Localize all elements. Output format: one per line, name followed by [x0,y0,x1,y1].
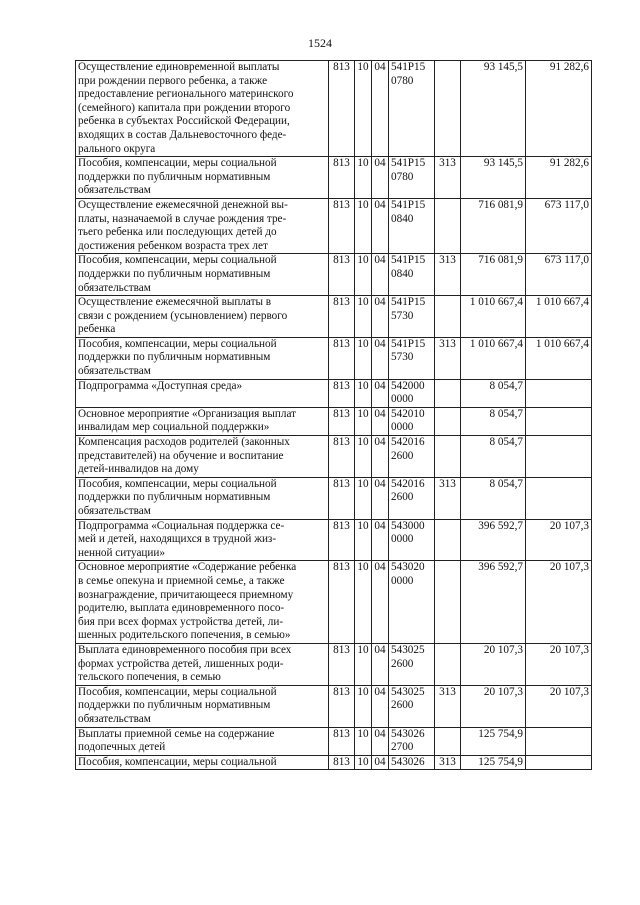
amount-year1-cell: 125 754,9 [461,755,526,770]
row-name-line: формах устройства детей, лишенных роди- [78,657,284,670]
row-name-line: детей-инвалидов на дому [78,463,199,476]
amount-year1-cell: 8 054,7 [461,407,526,435]
target-article-line: 543025 [391,685,425,698]
subsection-code-cell: 04 [372,727,389,755]
row-name-line: Подпрограмма «Доступная среда» [78,379,243,392]
row-name-line: родителю, выплата единовременного посо- [78,602,285,615]
row-name-line: обязательствам [78,365,151,378]
grbs-code-cell: 813 [329,157,355,199]
grbs-code-cell: 813 [329,561,355,644]
table-row [76,337,592,379]
amount-year2-cell: 91 282,6 [526,61,592,157]
target-article-cell [389,407,435,435]
grbs-code-cell: 813 [329,254,355,296]
row-name-line: Пособия, компенсации, меры социальной [78,337,277,350]
target-article-cell [389,337,435,379]
row-name-line: поддержки по публичным нормативным [78,699,271,712]
amount-year2-cell: 91 282,6 [526,157,592,199]
target-article-cell [389,477,435,519]
row-name-line: бия при всех формах устройства детей, ли- [78,615,284,628]
target-article-line: 2600 [391,657,414,670]
table-row [76,407,592,435]
section-code-cell: 10 [355,379,372,407]
table-body [76,61,592,770]
target-article-line: 0840 [391,212,414,225]
section-code-cell: 10 [355,727,372,755]
row-name-line: Выплаты приемной семье на содержание [78,727,275,740]
subsection-code-cell: 04 [372,561,389,644]
row-name-line: Выплата единовременного пособия при всех [78,643,292,656]
grbs-code-cell: 813 [329,407,355,435]
row-name-line: предоставление регионального материнского [78,88,294,101]
target-article-line: 541P15 [391,254,426,267]
amount-year2-cell [526,379,592,407]
subsection-code-cell: 04 [372,157,389,199]
row-name-line: тьего ребенка или последующих детей до [78,226,277,239]
row-name-cell [76,727,329,755]
expense-type-cell [435,198,461,253]
amount-year1-cell: 20 107,3 [461,685,526,727]
target-article-line: 543025 [391,643,425,656]
target-article-cell [389,198,435,253]
table-row [76,477,592,519]
target-article-line: 2600 [391,491,414,504]
row-name-line: платы, назначаемой в случае рождения тре- [78,212,287,225]
target-article-line: 543000 [391,519,425,532]
target-article-line: 2700 [391,741,414,754]
grbs-code-cell: 813 [329,379,355,407]
row-name-line: Основное мероприятие «Организация выплат [78,407,297,420]
amount-year2-cell: 1 010 667,4 [526,337,592,379]
section-code-cell: 10 [355,519,372,561]
row-name-line: Пособия, компенсации, меры социальной [78,685,277,698]
target-article-line: 543020 [391,561,425,574]
row-name-cell [76,643,329,685]
section-code-cell: 10 [355,643,372,685]
table-row [76,643,592,685]
expense-type-cell [435,61,461,157]
subsection-code-cell: 04 [372,407,389,435]
row-name-line: входящих в состав Дальневосточного феде- [78,128,287,141]
table-row [76,198,592,253]
amount-year2-cell: 673 117,0 [526,254,592,296]
row-name-line: Компенсация расходов родителей (законных [78,436,290,449]
target-article-line: 0780 [391,74,414,87]
row-name-line: поддержки по публичным нормативным [78,491,271,504]
target-article-line: 0000 [391,393,414,406]
target-article-line: 0000 [391,574,414,587]
grbs-code-cell: 813 [329,61,355,157]
grbs-code-cell: 813 [329,643,355,685]
table-row [76,561,592,644]
target-article-cell [389,296,435,338]
target-article-line: 543026 [391,755,425,768]
table-row [76,157,592,199]
target-article-cell [389,561,435,644]
grbs-code-cell: 813 [329,477,355,519]
subsection-code-cell: 04 [372,254,389,296]
expense-type-cell: 313 [435,157,461,199]
expense-type-cell [435,379,461,407]
row-name-line: связи с рождением (усыновлением) первого [78,309,288,322]
target-article-cell [389,727,435,755]
subsection-code-cell: 04 [372,643,389,685]
target-article-line: 542010 [391,407,425,420]
target-article-cell [389,436,435,478]
expense-type-cell: 313 [435,254,461,296]
amount-year1-cell: 8 054,7 [461,477,526,519]
subsection-code-cell: 04 [372,379,389,407]
table-row [76,685,592,727]
row-name-cell [76,198,329,253]
subsection-code-cell: 04 [372,755,389,770]
target-article-line: 542016 [391,477,425,490]
target-article-line: 0780 [391,170,414,183]
row-name-line: Основное мероприятие «Содержание ребенка [78,561,297,574]
row-name-line: поддержки по публичным нормативным [78,351,271,364]
row-name-line: достижения ребенком возраста трех лет [78,239,268,252]
expense-type-cell [435,296,461,338]
amount-year1-cell: 1 010 667,4 [461,337,526,379]
amount-year2-cell [526,755,592,770]
expense-type-cell [435,436,461,478]
row-name-line: рального округа [78,142,156,155]
row-name-line: ненной ситуации» [78,546,165,559]
target-article-line: 542016 [391,436,425,449]
section-code-cell: 10 [355,561,372,644]
row-name-line: представителей) на обучение и воспитание [78,449,284,462]
section-code-cell: 10 [355,254,372,296]
row-name-cell [76,337,329,379]
target-article-line: 0000 [391,533,414,546]
row-name-line: ребенка [78,323,116,336]
row-name-line: инвалидам мер социальной поддержки» [78,421,270,434]
amount-year1-cell: 8 054,7 [461,436,526,478]
row-name-cell [76,407,329,435]
amount-year1-cell: 716 081,9 [461,198,526,253]
row-name-line: Подпрограмма «Социальная поддержка се- [78,519,285,532]
row-name-cell [76,436,329,478]
row-name-line: обязательствам [78,281,151,294]
target-article-cell [389,61,435,157]
amount-year2-cell [526,436,592,478]
section-code-cell: 10 [355,436,372,478]
section-code-cell: 10 [355,198,372,253]
subsection-code-cell: 04 [372,477,389,519]
subsection-code-cell: 04 [372,61,389,157]
budget-table [75,60,592,770]
row-name-line: обязательствам [78,184,151,197]
row-name-cell [76,477,329,519]
expense-type-cell [435,643,461,685]
target-article-cell [389,379,435,407]
section-code-cell: 10 [355,407,372,435]
row-name-cell [76,685,329,727]
expense-type-cell [435,519,461,561]
grbs-code-cell: 813 [329,198,355,253]
target-article-cell [389,643,435,685]
target-article-cell [389,755,435,770]
amount-year1-cell: 8 054,7 [461,379,526,407]
section-code-cell: 10 [355,755,372,770]
row-name-line: Пособия, компенсации, меры социальной [78,477,277,490]
row-name-cell [76,157,329,199]
target-article-line: 542000 [391,379,425,392]
grbs-code-cell: 813 [329,755,355,770]
row-name-line: (семейного) капитала при рождении второго [78,101,291,114]
row-name-line: Пособия, компенсации, меры социальной [78,157,277,170]
target-article-cell [389,254,435,296]
row-name-line: поддержки по публичным нормативным [78,170,271,183]
row-name-line: тельского попечения, в семью [78,671,221,684]
target-article-cell [389,685,435,727]
target-article-line: 2600 [391,699,414,712]
grbs-code-cell: 813 [329,337,355,379]
target-article-line: 0840 [391,267,414,280]
row-name-line: Пособия, компенсации, меры социальной [78,755,277,768]
row-name-line: обязательствам [78,712,151,725]
row-name-cell [76,379,329,407]
target-article-line: 2600 [391,449,414,462]
row-name-line: шенных родительского попечения, в семью» [78,629,291,642]
amount-year2-cell: 20 107,3 [526,685,592,727]
subsection-code-cell: 04 [372,296,389,338]
subsection-code-cell: 04 [372,685,389,727]
grbs-code-cell: 813 [329,296,355,338]
amount-year1-cell: 20 107,3 [461,643,526,685]
target-article-line: 5730 [391,309,414,322]
table-row [76,61,592,157]
target-article-cell [389,519,435,561]
table-row [76,755,592,770]
grbs-code-cell: 813 [329,436,355,478]
expense-type-cell: 313 [435,755,461,770]
target-article-line: 541P15 [391,198,426,211]
amount-year2-cell: 673 117,0 [526,198,592,253]
amount-year1-cell: 1 010 667,4 [461,296,526,338]
section-code-cell: 10 [355,61,372,157]
target-article-line: 541P15 [391,157,426,170]
row-name-cell [76,755,329,770]
amount-year2-cell: 20 107,3 [526,561,592,644]
grbs-code-cell: 813 [329,519,355,561]
amount-year1-cell: 396 592,7 [461,561,526,644]
subsection-code-cell: 04 [372,198,389,253]
amount-year2-cell: 20 107,3 [526,643,592,685]
target-article-line: 0000 [391,421,414,434]
grbs-code-cell: 813 [329,727,355,755]
row-name-cell [76,296,329,338]
section-code-cell: 10 [355,477,372,519]
amount-year1-cell: 93 145,5 [461,61,526,157]
row-name-line: Осуществление ежемесячной денежной вы- [78,198,288,211]
amount-year2-cell: 20 107,3 [526,519,592,561]
row-name-line: вознаграждение, причитающееся приемному [78,588,294,601]
section-code-cell: 10 [355,685,372,727]
table-row [76,727,592,755]
page-number: 1524 [308,36,332,50]
amount-year2-cell [526,477,592,519]
row-name-line: при рождении первого ребенка, а также [78,74,268,87]
section-code-cell: 10 [355,337,372,379]
amount-year2-cell: 1 010 667,4 [526,296,592,338]
expense-type-cell: 313 [435,685,461,727]
amount-year2-cell [526,727,592,755]
target-article-line: 541P15 [391,296,426,309]
target-article-line: 541P15 [391,337,426,350]
expense-type-cell [435,561,461,644]
grbs-code-cell: 813 [329,685,355,727]
row-name-line: мей и детей, находящихся в трудной жиз- [78,533,277,546]
amount-year1-cell: 93 145,5 [461,157,526,199]
table-row [76,519,592,561]
target-article-line: 543026 [391,727,425,740]
amount-year1-cell: 125 754,9 [461,727,526,755]
table-row [76,436,592,478]
target-article-line: 5730 [391,351,414,364]
row-name-cell [76,519,329,561]
table-row [76,254,592,296]
amount-year2-cell [526,407,592,435]
row-name-cell [76,561,329,644]
expense-type-cell: 313 [435,477,461,519]
expense-type-cell: 313 [435,337,461,379]
table-row [76,296,592,338]
row-name-cell [76,61,329,157]
target-article-cell [389,157,435,199]
row-name-line: Осуществление единовременной выплаты [78,61,280,73]
row-name-line: Пособия, компенсации, меры социальной [78,254,277,267]
row-name-cell [76,254,329,296]
amount-year1-cell: 396 592,7 [461,519,526,561]
row-name-line: обязательствам [78,505,151,517]
section-code-cell: 10 [355,296,372,338]
expense-type-cell [435,407,461,435]
amount-year1-cell: 716 081,9 [461,254,526,296]
expense-type-cell [435,727,461,755]
subsection-code-cell: 04 [372,519,389,561]
row-name-line: подопечных детей [78,741,166,754]
row-name-line: Осуществление ежемесячной выплаты в [78,296,272,309]
row-name-line: поддержки по публичным нормативным [78,267,271,280]
subsection-code-cell: 04 [372,436,389,478]
row-name-line: ребенка в субъектах Российской Федерации, [78,115,290,128]
subsection-code-cell: 04 [372,337,389,379]
table-row [76,379,592,407]
section-code-cell: 10 [355,157,372,199]
row-name-line: в семье опекуна и приемной семье, а также [78,574,285,587]
target-article-line: 541P15 [391,61,426,73]
